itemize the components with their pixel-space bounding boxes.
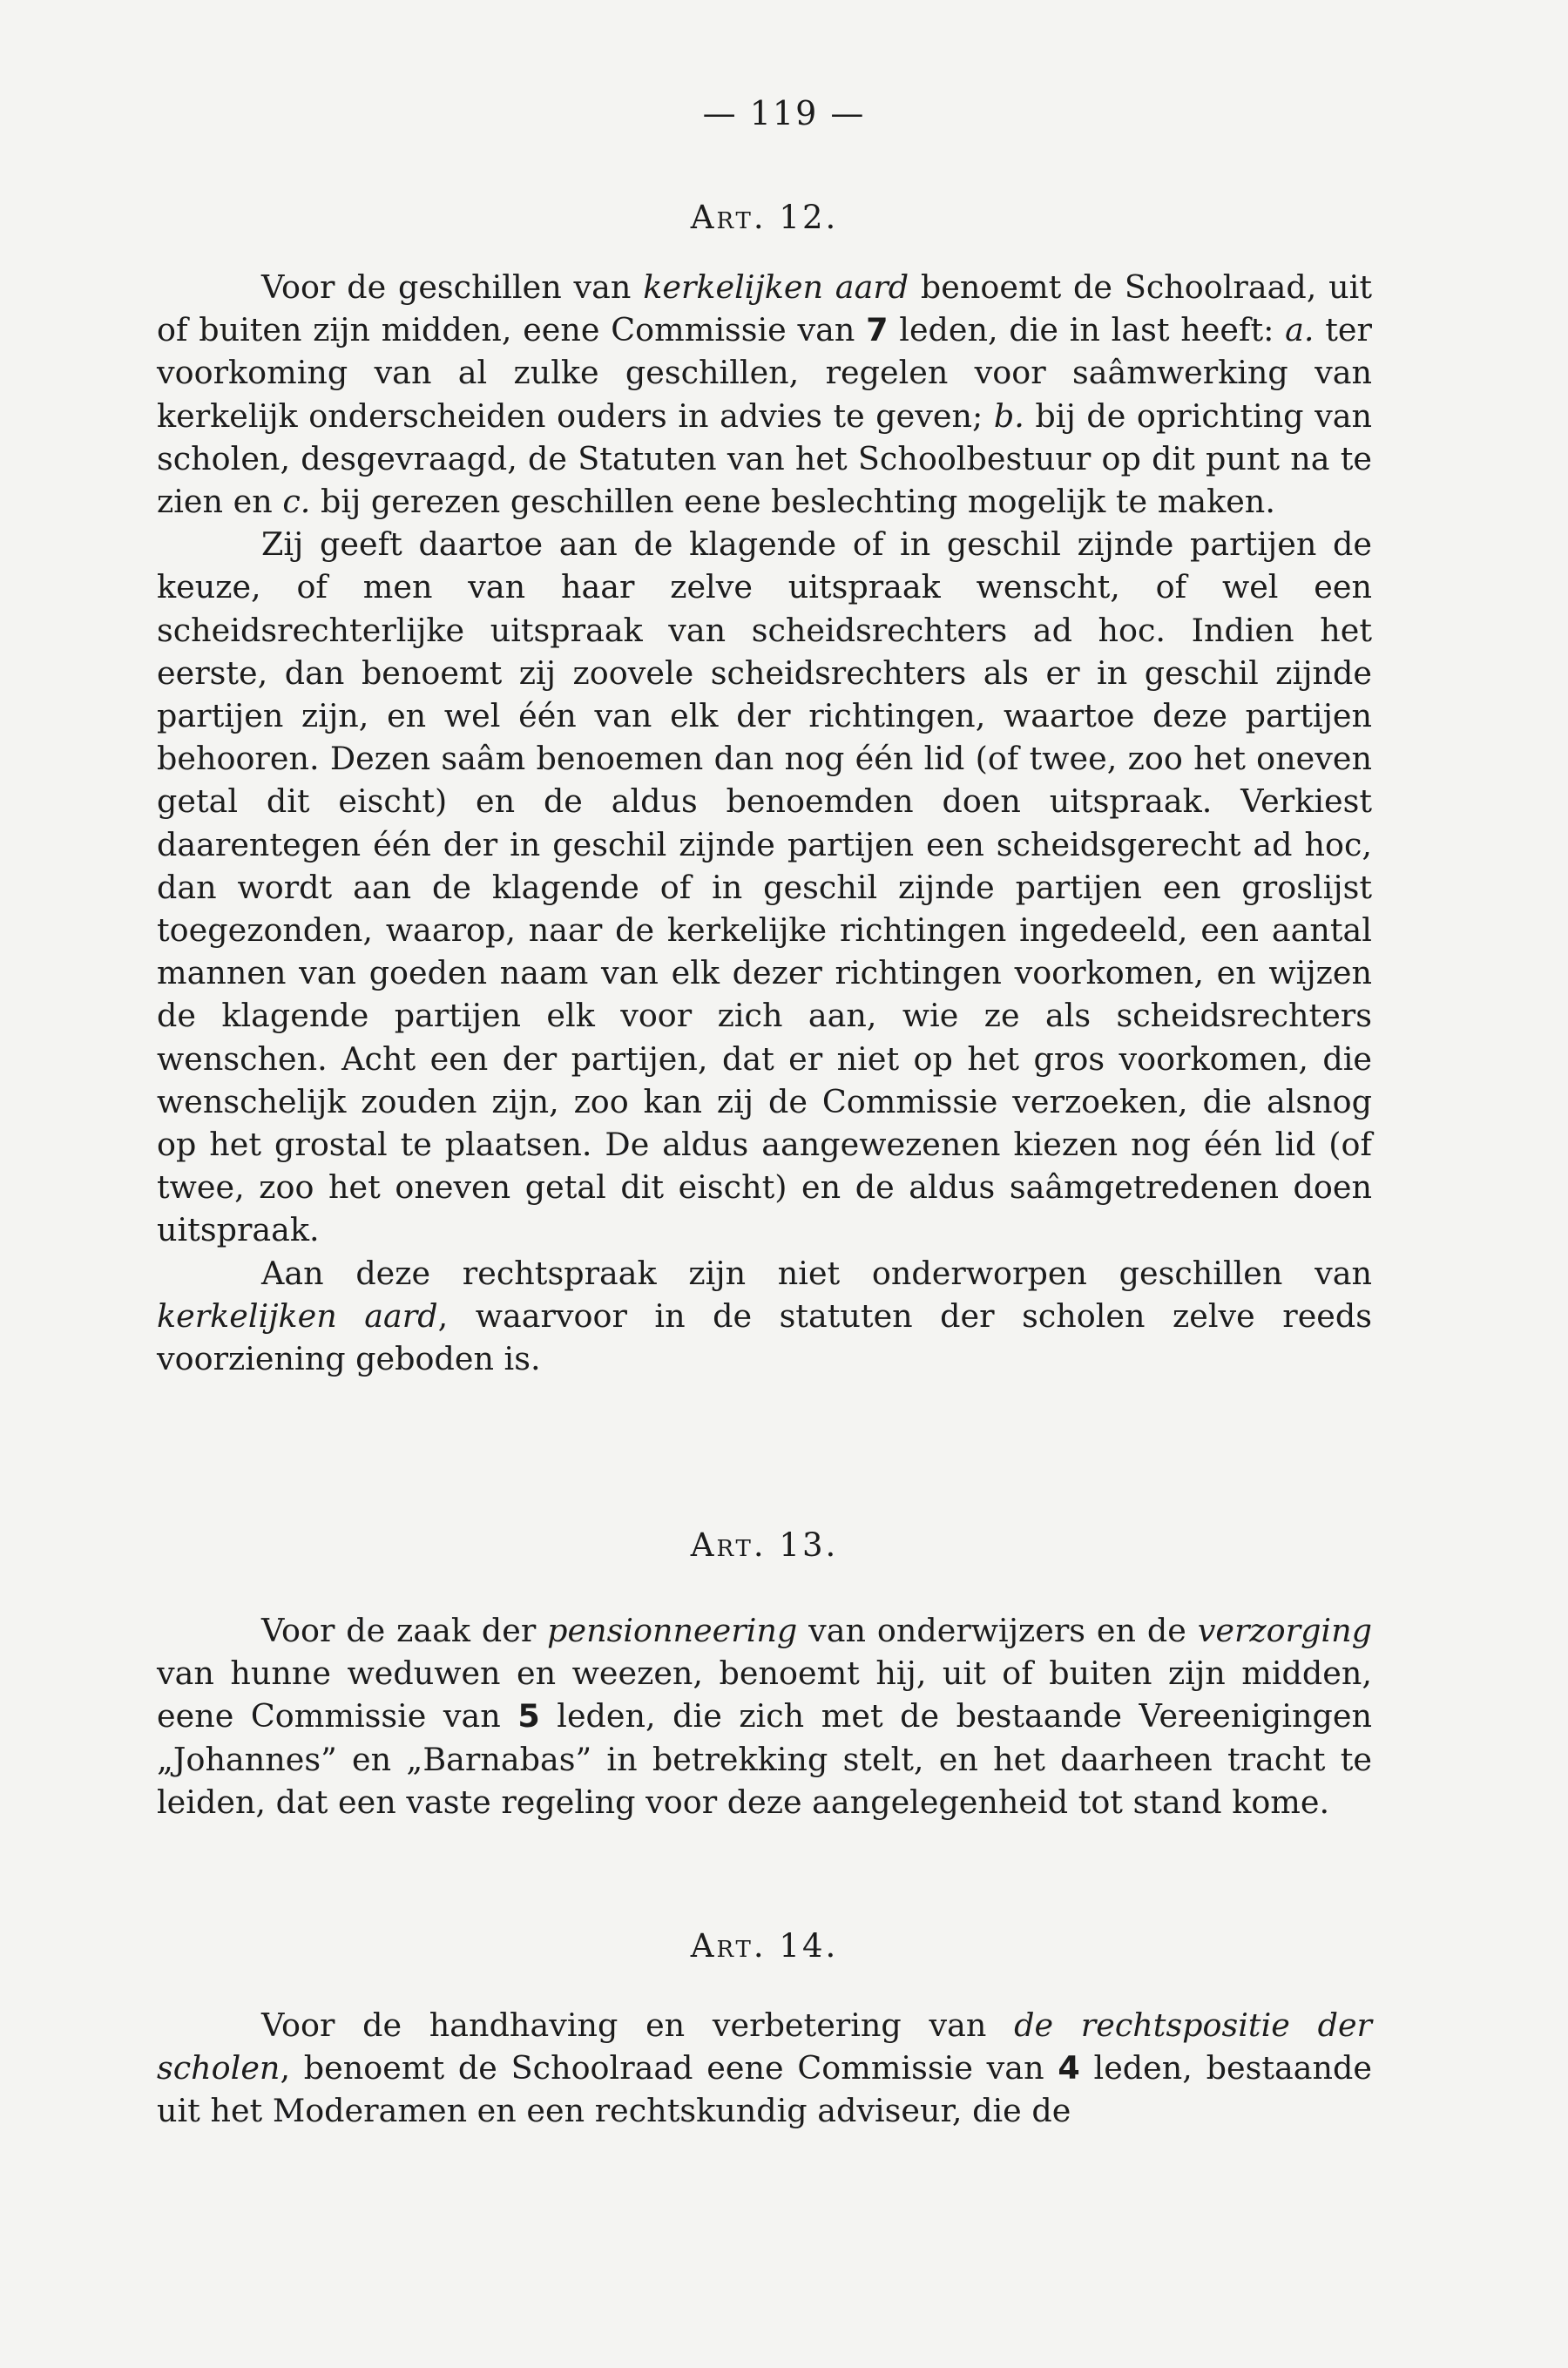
italic-text: verzorging xyxy=(1197,1612,1372,1649)
number-text: 5 xyxy=(517,1697,540,1735)
paragraph xyxy=(157,2004,1372,2133)
article-14 xyxy=(157,1927,1372,1965)
body-text: van hunne weduwen en weezen, benoemt hij, uit of buiten zijn midden, eene Commissie van xyxy=(157,1654,1372,1735)
paragraph xyxy=(157,1609,1372,1823)
italic-text: kerkelijken aard xyxy=(157,1296,438,1335)
body-text: leden, bestaande uit het Moderamen en een rechtskundig adviseur, die de xyxy=(157,2049,1372,2130)
article-13-body xyxy=(157,1609,1372,1823)
italic-text: a. xyxy=(1285,311,1315,349)
body-text: , benoemt de Schoolraad eene Commissie van xyxy=(280,2049,1058,2087)
body-text: leden, die in last heeft: xyxy=(888,311,1286,349)
number-text: 7 xyxy=(866,311,889,349)
italic-text: b. xyxy=(993,396,1024,435)
body-text: benoemt de Schoolraad, uit of buiten zijn midden, eene Commissie van xyxy=(157,268,1372,349)
number-text: 4 xyxy=(1058,2049,1080,2087)
article-heading: Art. 13. xyxy=(690,1526,839,1564)
body-text: Voor de zaak der xyxy=(261,1612,548,1649)
article-13 xyxy=(157,1526,1372,1564)
body-text: Voor de geschillen van xyxy=(261,268,644,306)
body-text: bij de oprichting van scholen, desgevraagd, de Statuten van het Schoolbestuur op dit punt na te zien en xyxy=(157,396,1372,521)
paragraph xyxy=(157,266,1372,523)
body-text: Zij geeft daartoe aan de klagende of in geschil zijnde partijen de keuze, of men van haar zelve uitspraak wenscht, of wel een scheidsrechterlijke uitspraak van scheidsrechters ad hoc. Indien het eerste, dan benoemt zij zoovele scheidsrechters als er in geschil zijnde partijen zijn, en wel één van elk der richtingen, waartoe deze partijen behooren. Dezen saâm benoemen dan nog één lid (of twee, zoo het oneven getal dit eischt) en de aldus benoemden doen uitspraak. Verkiest daarentegen één der in geschil zijnde partijen een scheidsgerecht ad hoc, dan wordt aan de klagende of in geschil zijnde partijen een groslijst toegezonden, waarop, naar de kerkelijke richtingen ingedeeld, een aantal mannen van goeden naam van elk dezer richtingen voorkomen, en wijzen de klagende partijen elk voor zich aan, wie ze als scheidsrechters wenschen. Acht een der partijen, dat er niet op het gros voorkomen, die wenschelijk zouden zijn, zoo kan zij de Commissie verzoeken, die alsnog op het grostal te plaatsen. De aldus aangewezenen kiezen nog één lid (of twee, zoo het oneven getal dit eischt) en de aldus saâmgetredenen doen uitspraak. xyxy=(157,525,1372,1249)
article-12 xyxy=(157,199,1372,236)
article-14-body xyxy=(157,2004,1372,2133)
body-text: , waarvoor in de statuten der scholen zelve reeds voorziening geboden is. xyxy=(157,1296,1372,1378)
body-text: ter voorkoming van al zulke geschillen, regelen voor saâmwerking van kerkelijk onderscheiden ouders in advies te geven; xyxy=(157,311,1372,435)
page-number: — 119 — xyxy=(702,94,866,132)
italic-text: pensionneering xyxy=(547,1612,798,1649)
italic-text: c. xyxy=(282,483,311,521)
italic-text: de rechtspositie der scholen xyxy=(157,2006,1372,2087)
paragraph xyxy=(157,1252,1372,1381)
body-text: Voor de handhaving en verbetering van xyxy=(261,2006,1015,2044)
body-text: van onderwijzers en de xyxy=(797,1612,1198,1649)
italic-text: kerkelijken aard xyxy=(643,268,909,306)
body-text: leden, die zich met de bestaande Vereenigingen „Johannes” en „Barnabas” in betrekking stelt, en het daarheen tracht te leiden, dat een vaste regeling voor deze aangelegenheid tot stand kome. xyxy=(157,1697,1372,1821)
body-text: Aan deze rechtspraak zijn niet onderworpen geschillen van xyxy=(261,1254,1372,1292)
article-heading: Art. 12. xyxy=(690,199,839,236)
paragraph xyxy=(157,523,1372,1251)
article-heading: Art. 14. xyxy=(690,1927,839,1965)
body-text: bij gerezen geschillen eene beslechting mogelijk te maken. xyxy=(310,483,1275,521)
article-12-body xyxy=(157,266,1372,1380)
